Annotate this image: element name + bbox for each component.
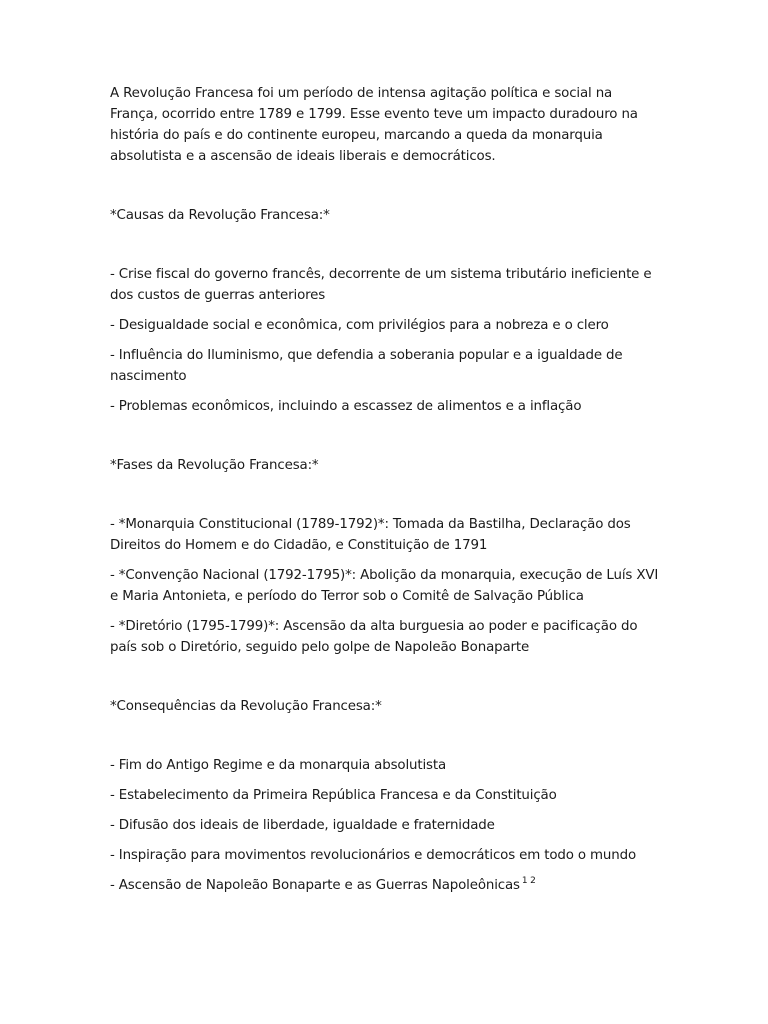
section-heading-causas: *Causas da Revolução Francesa:* [110,208,330,223]
section-heading-consequencias: *Consequências da Revolução Francesa:* [110,699,382,714]
list-item: - *Monarquia Constitucional (1789-1792)*: Tomada da Bastilha, Declaração dos Direitos do Homem e do Cidadão, e Constituição de 1791 [110,517,631,553]
list-item: - Inspiração para movimentos revolucionários e democráticos em todo o mundo [110,848,636,863]
list-item: - Desigualdade social e econômica, com privilégios para a nobreza e o clero [110,318,609,333]
list-item: - *Diretório (1795-1799)*: Ascensão da alta burguesia ao poder e pacificação do país sob o Diretório, seguido pelo golpe de Napoleão Bonaparte [110,619,638,655]
section-heading-fases: *Fases da Revolução Francesa:* [110,458,319,473]
list-item-text: - Ascensão de Napoleão Bonaparte e as Guerras Napoleônicas [110,878,520,893]
list-item: - Problemas econômicos, incluindo a escassez de alimentos e a inflação [110,399,582,414]
document-page [110,83,660,896]
list-item: - Estabelecimento da Primeira República Francesa e da Constituição [110,788,557,803]
intro-paragraph: A Revolução Francesa foi um período de intensa agitação política e social na França, ocorrido entre 1789 e 1799. Esse evento teve um impacto duradouro na história do país e do continente europeu, marcando a queda da monarquia absolutista e a ascensão de ideais liberais e democráticos. [110,86,638,164]
list-item-last [110,875,660,896]
list-item: - *Convenção Nacional (1792-1795)*: Abolição da monarquia, execução de Luís XVI e Maria Antonieta, e período do Terror sob o Comitê de Salvação Pública [110,568,659,604]
list-item: - Influência do Iluminismo, que defendia a soberania popular e a igualdade de nascimento [110,348,623,384]
list-item: - Difusão dos ideais de liberdade, igualdade e fraternidade [110,818,495,833]
list-item: - Fim do Antigo Regime e da monarquia absolutista [110,758,447,773]
list-item: - Crise fiscal do governo francês, decorrente de um sistema tributário ineficiente e dos custos de guerras anteriores [110,267,652,303]
footnote-refs: 1 2 [521,875,536,886]
